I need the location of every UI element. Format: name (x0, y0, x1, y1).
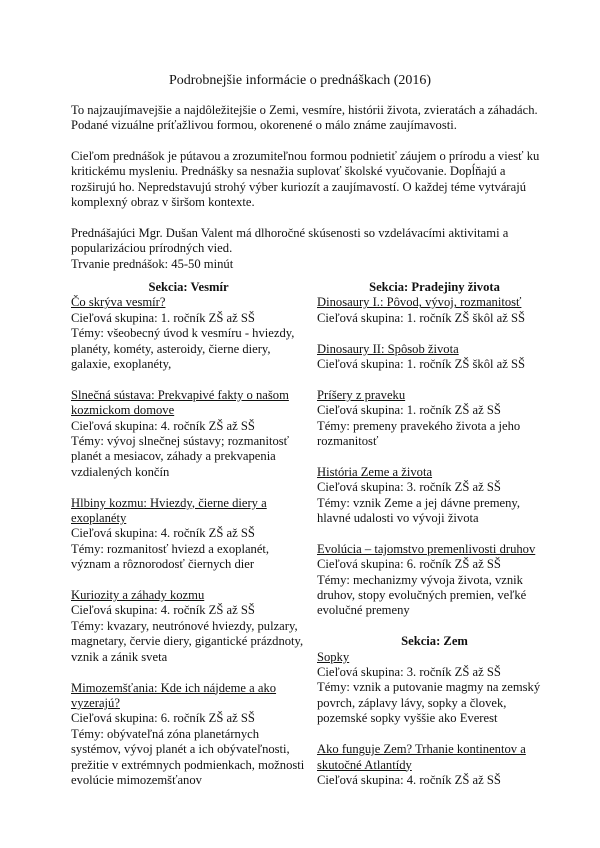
lecture-item (317, 542, 552, 619)
section-zem (317, 634, 552, 788)
document-title: Podrobnejšie informácie o prednáškach (2016) (168, 73, 432, 88)
lecture-item (71, 588, 306, 665)
lecture-item (317, 465, 552, 527)
lecture-title[interactable]: História Zeme a života (317, 464, 433, 479)
section-title: Sekcia: Vesmír (148, 280, 229, 294)
lecture-target: Cieľová skupina: 3. ročník ZŠ až SŠ (317, 665, 501, 680)
lecture-title[interactable]: Hlbiny kozmu: Hviezdy, čierne diery a exoplanéty (71, 495, 267, 526)
intro-text-2: Cieľom prednášok je pútavou a zrozumiteľnou formou podnietiť záujem o prírodu a viesť ku kritickému mysleniu. Prednášky sa nesnažia suplovať školské vyučovanie. Dopĺňajú a rozširujú ho. Nepredstavujú strohý výber kuriozít a zaujímavostí. O každej téme vytvárajú komplexný obraz v širšom kontexte. (71, 149, 540, 210)
intro-text-3: Prednášajúci Mgr. Dušan Valent má dlhoročné skúsenosti so vzdelávacími aktivitami a popularizáciou prírodných vied. (71, 226, 509, 256)
lecture-topics: Témy: kvazary, neutrónové hviezdy, pulzary, magnetary, červie diery, gigantické prázdnoty, vznik a zánik sveta (71, 618, 304, 664)
lecture-item (71, 496, 306, 573)
lecture-item (317, 342, 552, 373)
duration-text: Trvanie prednášok: 45-50 minút (71, 257, 234, 271)
lecture-target: Cieľová skupina: 1. ročník ZŠ až SŠ (71, 310, 255, 325)
lecture-topics: Témy: vývoj slnečnej sústavy; rozmanitosť planét a mesiacov, záhady a prekvapenia vzdialených končín (71, 434, 290, 479)
intro-paragraph-1 (71, 103, 541, 134)
lecture-target: Cieľová skupina: 1. ročník ZŠ škôl až SŠ (317, 357, 525, 372)
lecture-item (317, 388, 552, 450)
lecture-item (317, 742, 552, 788)
lecture-item (317, 295, 552, 326)
intro-paragraph-3 (71, 226, 541, 257)
lecture-target: Cieľová skupina: 3. ročník ZŠ až SŠ (317, 480, 501, 495)
lecture-topics: Témy: vznik Zeme a jej dávne premeny, hlavné udalosti vo vývoji života (317, 495, 521, 526)
lecture-title[interactable]: Slnečná sústava: Prekvapivé fakty o našom kozmickom domove (71, 387, 289, 418)
lecture-title[interactable]: Príšery z praveku (317, 387, 406, 402)
lecture-title[interactable]: Ako funguje Zem? Trhanie kontinentov a skutočné Atlantídy (317, 742, 526, 772)
lecture-target: Cieľová skupina: 4. ročník ZŠ až SŠ (71, 603, 255, 618)
lecture-title[interactable]: Čo skrýva vesmír? (71, 295, 166, 310)
lecture-title[interactable]: Dinosaury II: Spôsob života (317, 341, 459, 356)
section-vesmir (71, 280, 306, 804)
lecture-item (71, 295, 306, 372)
lecture-target: Cieľová skupina: 1. ročník ZŠ až SŠ (317, 403, 501, 418)
lecture-topics: Témy: všeobecný úvod k vesmíru - hviezdy, planéty, kométy, asteroidy, čierne diery, galaxie, exoplanéty, (71, 326, 295, 372)
lecture-target: Cieľová skupina: 6. ročník ZŠ až SŠ (317, 557, 501, 572)
lecture-target: Cieľová skupina: 6. ročník ZŠ až SŠ (71, 711, 255, 726)
section-title: Sekcia: Pradejiny života (369, 280, 500, 294)
lecture-title[interactable]: Evolúcia – tajomstvo premenlivosti druhov (317, 541, 536, 556)
lecture-target: Cieľová skupina: 4. ročník ZŠ až SŠ (71, 526, 255, 541)
lecture-topics: Témy: premeny pravekého života a jeho rozmanitosť (317, 418, 521, 449)
lecture-target: Cieľová skupina: 4. ročník ZŠ až SŠ (317, 772, 501, 787)
lecture-item (71, 681, 306, 789)
lecture-topics: Témy: mechanizmy vývoja života, vznik druhov, stopy evolučných premien, veľké evolučné premeny (317, 572, 527, 618)
lecture-topics: Témy: rozmanitosť hviezd a exoplanét, význam a rôznorodosť čiernych dier (71, 541, 270, 572)
lecture-target: Cieľová skupina: 4. ročník ZŠ až SŠ (71, 418, 255, 433)
lecture-topics: Témy: vznik a putovanie magmy na zemský povrch, záplavy lávy, sopky a človek, pozemské sopky vyššie ako Everest (317, 680, 541, 726)
lecture-target: Cieľová skupina: 1. ročník ZŠ škôl až SŠ (317, 310, 525, 325)
lecture-title[interactable]: Kuriozity a záhady kozmu (71, 588, 205, 603)
lecture-topics: Témy: obývateľná zóna planetárnych systémov, vývoj planét a ich obývateľnosti, prežitie v extrémnych podmienkach, možnosti evolúcie mimozemšťanov (71, 726, 305, 787)
section-pradejiny (317, 280, 552, 804)
section-title: Sekcia: Zem (401, 634, 468, 649)
intro-paragraph-2 (71, 149, 541, 211)
intro-paragraph-4 (71, 257, 541, 272)
lecture-title[interactable]: Dinosaury I.: Pôvod, vývoj, rozmanitosť (317, 295, 522, 310)
intro-text-1: To najzaujímavejšie a najdôležitejšie o Zemi, vesmíre, histórii života, zvieratách a záhadách. Podané vizuálne príťažlivou formou, okorenené o málo známe zaujímavosti. (71, 103, 538, 133)
lecture-title[interactable]: Sopky (317, 649, 350, 664)
lecture-item (317, 650, 552, 727)
lecture-title[interactable]: Mimozemšťania: Kde ich nájdeme a ako vyzerajú? (71, 680, 277, 710)
lecture-item (71, 388, 306, 480)
